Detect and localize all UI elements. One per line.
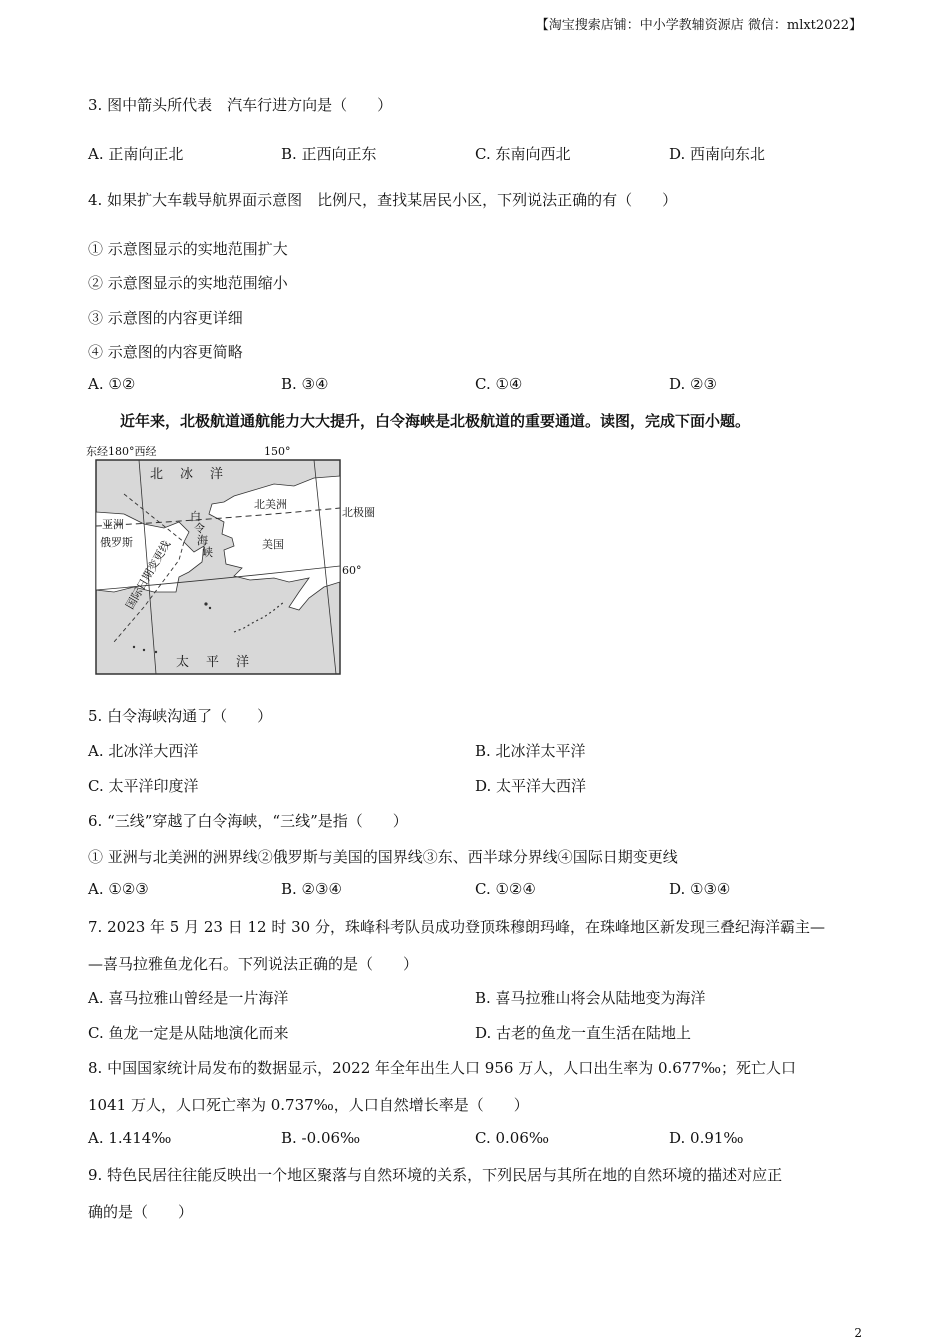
q6-statement: ① 亚洲与北美洲的洲界线②俄罗斯与美国的国界线③东、西半球分界线④国际日期变更线 [88,848,678,866]
q4-statement-2: ② 示意图显示的实地范围缩小 [88,274,288,292]
q8-option-d: D. 0.91‰ [669,1129,744,1147]
bering-strait-map [84,442,404,678]
question-6-stem: 6. “三线”穿越了白令海峡，“三线”是指（ ） [88,812,408,830]
map-island [143,649,145,651]
question-8-stem-line2: 1041 万人，人口死亡率为 0.737‰，人口自然增长率是（ ） [88,1096,529,1114]
map-island [204,602,207,605]
map-label-strait-1: 白 [190,510,201,523]
q5-option-b: B. 北冰洋太平洋 [475,742,586,760]
q5-option-d: D. 太平洋大西洋 [475,777,587,795]
map-label-180-longitude: 东经180°西经 [86,445,157,458]
q6-option-d: D. ①③④ [669,880,731,898]
page-number: 2 [854,1326,862,1340]
map-label-pacific: 太 平 洋 [176,655,252,670]
q3-option-d: D. 西南向东北 [669,145,766,163]
question-9-stem-line2: 确的是（ ） [88,1203,194,1221]
q3-option-b: B. 正西向正东 [281,145,377,163]
q7-option-b: B. 喜马拉雅山将会从陆地变为海洋 [475,989,706,1007]
map-island [209,607,211,609]
map-label-150: 150° [264,445,291,458]
map-label-strait-3: 海 [197,534,208,547]
q7-option-d: D. 古老的鱼龙一直生活在陆地上 [475,1024,692,1042]
map-label-strait-4: 峡 [202,546,213,559]
question-7-stem-line2: —喜马拉雅鱼龙化石。下列说法正确的是（ ） [88,955,419,973]
q4-option-d: D. ②③ [669,375,717,393]
question-5-stem: 5. 白令海峡沟通了（ ） [88,707,273,725]
question-3-stem: 3. 图中箭头所代表 汽车行进方向是（ ） [88,96,393,114]
q4-option-c: C. ①④ [475,375,523,393]
q4-statement-1: ① 示意图显示的实地范围扩大 [88,240,288,258]
question-9-stem-line1: 9. 特色民居往往能反映出一个地区聚落与自然环境的关系，下列民居与其所在地的自然环境的描述对应正 [88,1166,783,1184]
q7-option-c: C. 鱼龙一定是从陆地演化而来 [88,1024,289,1042]
q5-option-c: C. 太平洋印度洋 [88,777,199,795]
q4-option-a: A. ①② [88,375,136,393]
question-4-stem: 4. 如果扩大车载导航界面示意图 比例尺，查找某居民小区，下列说法正确的有（ ） [88,191,678,209]
q7-option-a: A. 喜马拉雅山曾经是一片海洋 [88,989,289,1007]
q6-option-a: A. ①②③ [88,880,149,898]
map-island [133,646,135,648]
section-intro: 近年来，北极航道通航能力大大提升，白令海峡是北极航道的重要通道。读图，完成下面小题。 [120,412,751,430]
q6-option-b: B. ②③④ [281,880,342,898]
page-header: 【淘宝搜索店铺：中小学教辅资源店 微信：mlxt2022】 [535,18,862,33]
q6-option-c: C. ①②④ [475,880,536,898]
q3-option-a: A. 正南向正北 [88,145,184,163]
q3-option-c: C. 东南向西北 [475,145,571,163]
q8-option-a: A. 1.414‰ [88,1129,172,1147]
q8-option-b: B. -0.06‰ [281,1129,361,1147]
q4-statement-3: ③ 示意图的内容更详细 [88,309,243,327]
map-label-usa: 美国 [262,538,284,551]
map-label-dateline: 国际日期变更线 [123,538,174,612]
map-label-asia: 亚洲 [102,518,124,531]
map-label-north-america: 北美洲 [254,498,287,511]
map-label-strait-2: 令 [194,522,205,535]
q4-statement-4: ④ 示意图的内容更简略 [88,343,243,361]
map-label-arctic-circle: 北极圈 [342,506,375,519]
map-label-60: 60° [342,564,362,577]
q5-option-a: A. 北冰洋大西洋 [88,742,199,760]
map-label-arctic-ocean: 北 冰 洋 [150,467,226,482]
q8-option-c: C. 0.06‰ [475,1129,550,1147]
question-7-stem-line1: 7. 2023 年 5 月 23 日 12 时 30 分，珠峰科考队员成功登顶珠穆朗玛峰，在珠峰地区新发现三叠纪海洋霸主— [88,918,825,936]
q4-option-b: B. ③④ [281,375,329,393]
question-8-stem-line1: 8. 中国国家统计局发布的数据显示，2022 年全年出生人口 956 万人，人口出生率为 0.677‰；死亡人口 [88,1059,797,1077]
map-label-russia: 俄罗斯 [100,536,133,549]
map-island [155,651,157,653]
